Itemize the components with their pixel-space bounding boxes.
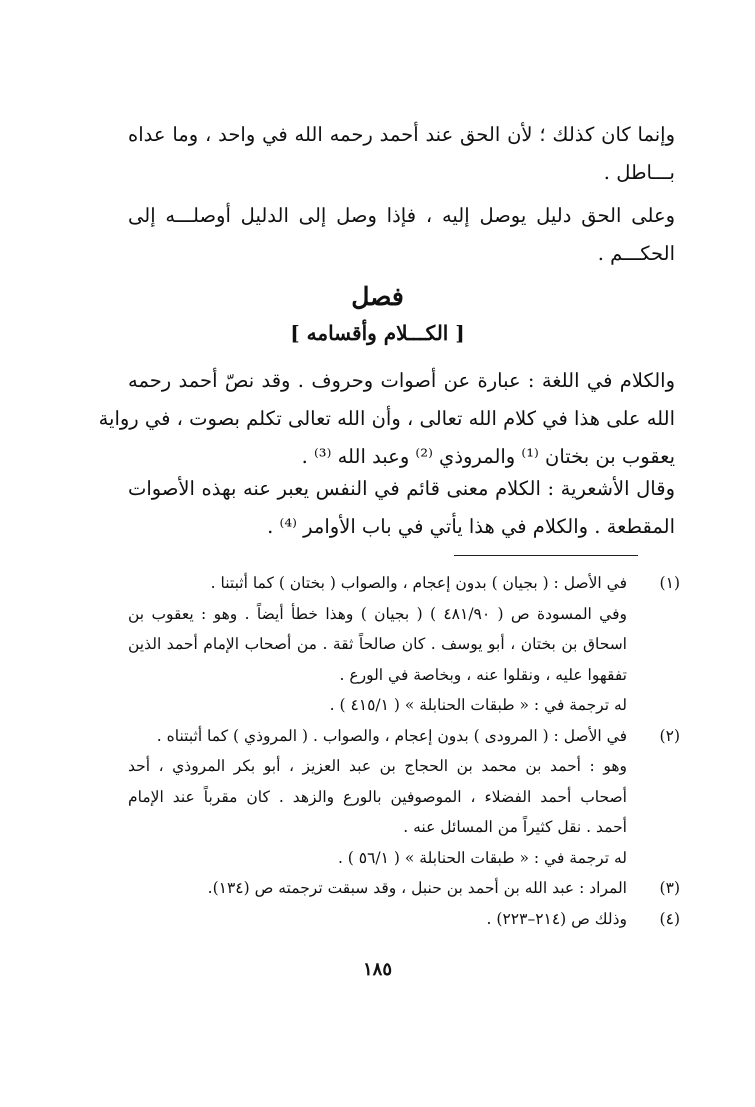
footnote-4-number: (٤) [659,909,680,928]
paragraph-1 [128,116,675,192]
footnote-2-line-2: وهو : أحمد بن محمد بن الحجاج بن عبد العزيز ، أبو بكر المروذي ، أحد [128,757,627,775]
footnote-1 [128,568,680,721]
footnote-2-line-3: أصحاب أحمد الفضلاء ، الموصوفين بالورع والزهد . كان مقرباً عند الإمام [128,787,627,806]
page-number: ١٨٥ [362,959,392,980]
paragraph-3-line-2: الله على هذا في كلام الله تعالى ، وأن الله تعالى تكلم بصوت ، في رواية [98,407,675,430]
paragraph-3 [98,362,675,476]
footnote-1-number: (١) [659,574,680,592]
footnote-separator [454,555,638,556]
paragraph-2-line-2: الحكـــم . [597,242,675,265]
paragraph-4-line-1: وقال الأشعرية : الكلام معنى قائم في النفس يعبر عنه بهذه الأصوات [128,477,675,500]
footnote-2-line-5: له ترجمة في : « طبقات الحنابلة » ( ٥٦/١ ) . [337,848,627,867]
section-subtitle: [ الكـــلام وأقسامه ] [290,321,465,345]
footnote-1-line-1: في الأصل : ( بجيان ) بدون إعجام ، والصواب ( بختان ) كما أثبتنا . [210,574,627,592]
paragraph-3-line-1: والكلام في اللغة : عبارة عن أصوات وحروف . وقد نصّ أحمد رحمه [128,369,675,392]
footnote-2 [128,721,680,874]
footnote-1-line-2: وفي المسودة ص ( ٤٨١/٩٠ ) ( بجيان ) وهذا خطأ أيضاً . وهو : يعقوب بن [128,604,627,623]
paragraph-1-line-1: وإنما كان كذلك ؛ لأن الحق عند أحمد رحمه الله في واحد ، وما عداه [128,123,675,146]
footnote-2-number: (٢) [659,726,680,745]
paragraph-2-line-1: وعلى الحق دليل يوصل إليه ، فإذا وصل إلى الدليل أوصلـــه إلى [128,204,675,227]
footnote-3 [128,873,680,904]
paragraph-4-line-2: المقطعة . والكلام في هذا يأتي في باب الأوامر ⁽⁴⁾ . [267,515,675,538]
paragraph-2 [128,197,675,273]
footnotes [128,568,680,934]
paragraph-4 [128,470,675,546]
section-title: فصل [351,282,404,311]
footnote-1-line-4: تفقهوا عليه ، ونقلوا عنه ، وبخاصة في الورع . [339,665,627,684]
paragraph-1-line-2: بـــاطل . [603,161,675,184]
footnote-4-line-1: وذلك ص (٢١٤–٢٢٣) . [486,909,627,928]
footnote-3-line-1: المراد : عبد الله بن أحمد بن حنبل ، وقد سبقت ترجمته ص (١٣٤). [207,879,627,897]
footnote-1-line-5: له ترجمة في : « طبقات الحنابلة » ( ٤١٥/١ ) . [329,696,627,714]
footnote-3-number: (٣) [659,879,680,897]
footnote-2-line-4: أحمد . نقل كثيراً من المسائل عنه . [403,818,627,836]
footnote-4 [128,904,680,935]
paragraph-3-line-3: يعقوب بن بختان ⁽¹⁾ والمروذي ⁽²⁾ وعبد الله ⁽³⁾ . [301,445,675,468]
footnote-1-line-3: اسحاق بن بختان ، أبو يوسف . كان صالحاً ثقة . من أصحاب الإمام أحمد الذين [128,635,627,653]
footnote-2-line-1: في الأصل : ( المرودى ) بدون إعجام ، والصواب . ( المروذي ) كما أثبتناه . [156,726,627,745]
